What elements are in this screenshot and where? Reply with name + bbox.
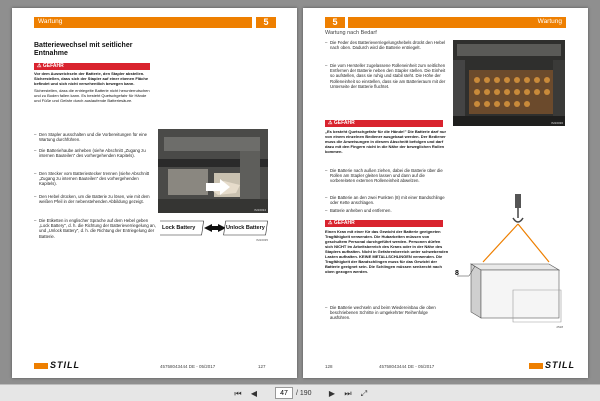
next-page-icon[interactable]: ▶: [328, 389, 336, 398]
list-item: – Die Batterie nach außen ziehen, dabei die Batterie über die Rollen am Stapler gleiten lassen und dann auf die vorbereiteten externen Rolleneinheit abwelzen.: [325, 168, 449, 184]
list-item: – Den Hebel drücken, um die Batterie zu lösen, wie mit dem weißen Pfeil in der nebenstehenden Abbildung gezeigt.: [34, 194, 156, 204]
header-title: Wartung: [537, 18, 562, 25]
warning-icon: ⚠: [37, 63, 43, 69]
image-code: 2528: [556, 325, 563, 329]
list-item: – Die Etiketten in englischer Sprache auf dem Hebel geben „Lock Battery", d. h. die Richtung der Batterieverriegelung an, und „Unlock Battery", d. h. die Richtung der Entriegelung der Batterie.: [34, 218, 156, 239]
list-item: – Die Feder des Batterieverriegelungshebels drückt den Hebel nach oben. Dadurch wird die Batterie entriegelt.: [325, 40, 449, 50]
image-code: IM16036: [551, 121, 563, 125]
battery-lever-photo: [158, 129, 268, 213]
list-item: – Die Batterie wechseln und beim Wiedereinbau die oben beschriebenen Schritte in umgekehrter Reihenfolge ausführen.: [325, 305, 449, 321]
warning-text: Einen Kran mit einer für das Gewicht der Batterie geeigneten Tragfähigkeit verwenden. Die Hubarbeiten müssen von geschultem Personal durchgeführt werden. Personen dürfen sich NICHT im Arbeitsbereich des Krans oder in der Nähe des Staplers aufhalten. Nicht in Gefahrenbereich unter schwebenden Lasten aufhalten. KEINE METALLSCHLINGEN verwenden. Die Tragfähigkeit der Bandschlingen muss für das Gewicht der Batterie geeignet sein. Die Schlingen müssen senkrecht nach oben gezogen werden.: [325, 229, 449, 274]
viewer-toolbar: [0, 384, 600, 401]
roller-unit-photo: [453, 40, 565, 126]
header-bar: [34, 17, 252, 28]
section-title: Batteriewechsel mit seitlicher Entnahme: [34, 42, 133, 57]
header-bar: [348, 17, 566, 28]
page-number: 128: [325, 364, 333, 369]
list-item: – Den Stecker vom Batteriestecker trennen (siehe Abschnitt „Zugang zu internen Bauteilen" des vorhergehenden Kapitels).: [34, 171, 156, 187]
list-item: – Die vom Hersteller zugelassene Rolleneinheit zum seitlichen Entfernen der Batterie neben den Stapler stellen. Die Einheit so aufstellen, dass sie ruhig und stabil steht. Die Höhe der Rolleneinheit so einstellen, dass sie am Batterieraum mit der Unterseite der Batterie fluchtet.: [325, 63, 449, 89]
image-code: IM16035: [256, 238, 268, 242]
warning-text: „Es besteht Quetschgefahr für die Hände!" Die Batterie darf nur von einem einzelnen Bediener ausgebaut werden. Der Bediener muss die Anweisungen in diesem Abschnitt befolgen und darf dazu mit den Fingern nicht in die Nähe der beweglichen Rollen kommen.: [325, 129, 447, 154]
footer-doc-number: 45758043444 DE - 05/2017: [379, 364, 435, 369]
first-page-icon[interactable]: ⏮: [234, 389, 242, 398]
total-pages: / 190: [296, 390, 312, 397]
still-logo: STILL: [34, 360, 80, 370]
document-page-left: [12, 8, 297, 378]
warning-icon: ⚠: [328, 120, 334, 126]
last-page-icon[interactable]: ⏭: [344, 389, 352, 398]
page-number-input[interactable]: [275, 387, 293, 399]
warning-label: ⚠ GEFAHR: [34, 63, 150, 70]
document-page-right: [303, 8, 588, 378]
warning-label: ⚠ GEFAHR: [325, 120, 443, 127]
list-item: – Batterie anheben und entfernen.: [325, 208, 449, 213]
lock-battery-text: Lock Battery: [162, 225, 196, 231]
warning-label: ⚠ GEFAHR: [325, 220, 443, 227]
prev-page-icon[interactable]: ◀: [250, 389, 258, 398]
page-number: 127: [258, 364, 266, 369]
list-item: – Die Batteriehaube anheben (siehe Abschnitt „Zugang zu internen Bauteilen" des vorhergehenden Kapitels).: [34, 148, 156, 158]
footer-doc-number: 45758043444 DE - 05/2017: [160, 364, 216, 369]
warning-icon: ⚠: [328, 220, 334, 226]
callout-number: 8: [455, 270, 459, 277]
header-title: Wartung: [38, 18, 63, 25]
still-logo: STILL: [529, 360, 575, 370]
header-subtitle: Wartung nach Bedarf: [325, 30, 377, 36]
list-item: – Die Batterie an den zwei Punkten (8) mit einer Bandschlinge oder Kette anschlagen.: [325, 195, 449, 205]
chapter-number: 5: [256, 17, 276, 28]
image-code: IM16034: [254, 208, 266, 212]
chapter-number: 5: [325, 17, 345, 28]
zoom-icon[interactable]: ⤢: [360, 389, 368, 398]
crane-lift-diagram: [453, 190, 565, 330]
lock-unlock-label: [160, 218, 268, 240]
unlock-battery-text: Unlock Battery: [226, 225, 265, 231]
list-item: – Den Stapler ausschalten und die Vorbereitungen für eine Wartung durchführen.: [34, 132, 156, 142]
warning-text: Vor dem Ausweichseln der Batterie, den Stapler abstellen. Sicherstellen, dass sich der Stapler auf einer ebenen Fläche befindet und sich nicht versehentlich bewegen kann. Sicherstellen, dass die entriegelte Batterie nicht herunterrutschen und zu Boden fallen kann. Es besteht Quetschgefahr für Hände und Füße und Gefahr durch auslaufende Batteriesäure.: [34, 71, 150, 103]
